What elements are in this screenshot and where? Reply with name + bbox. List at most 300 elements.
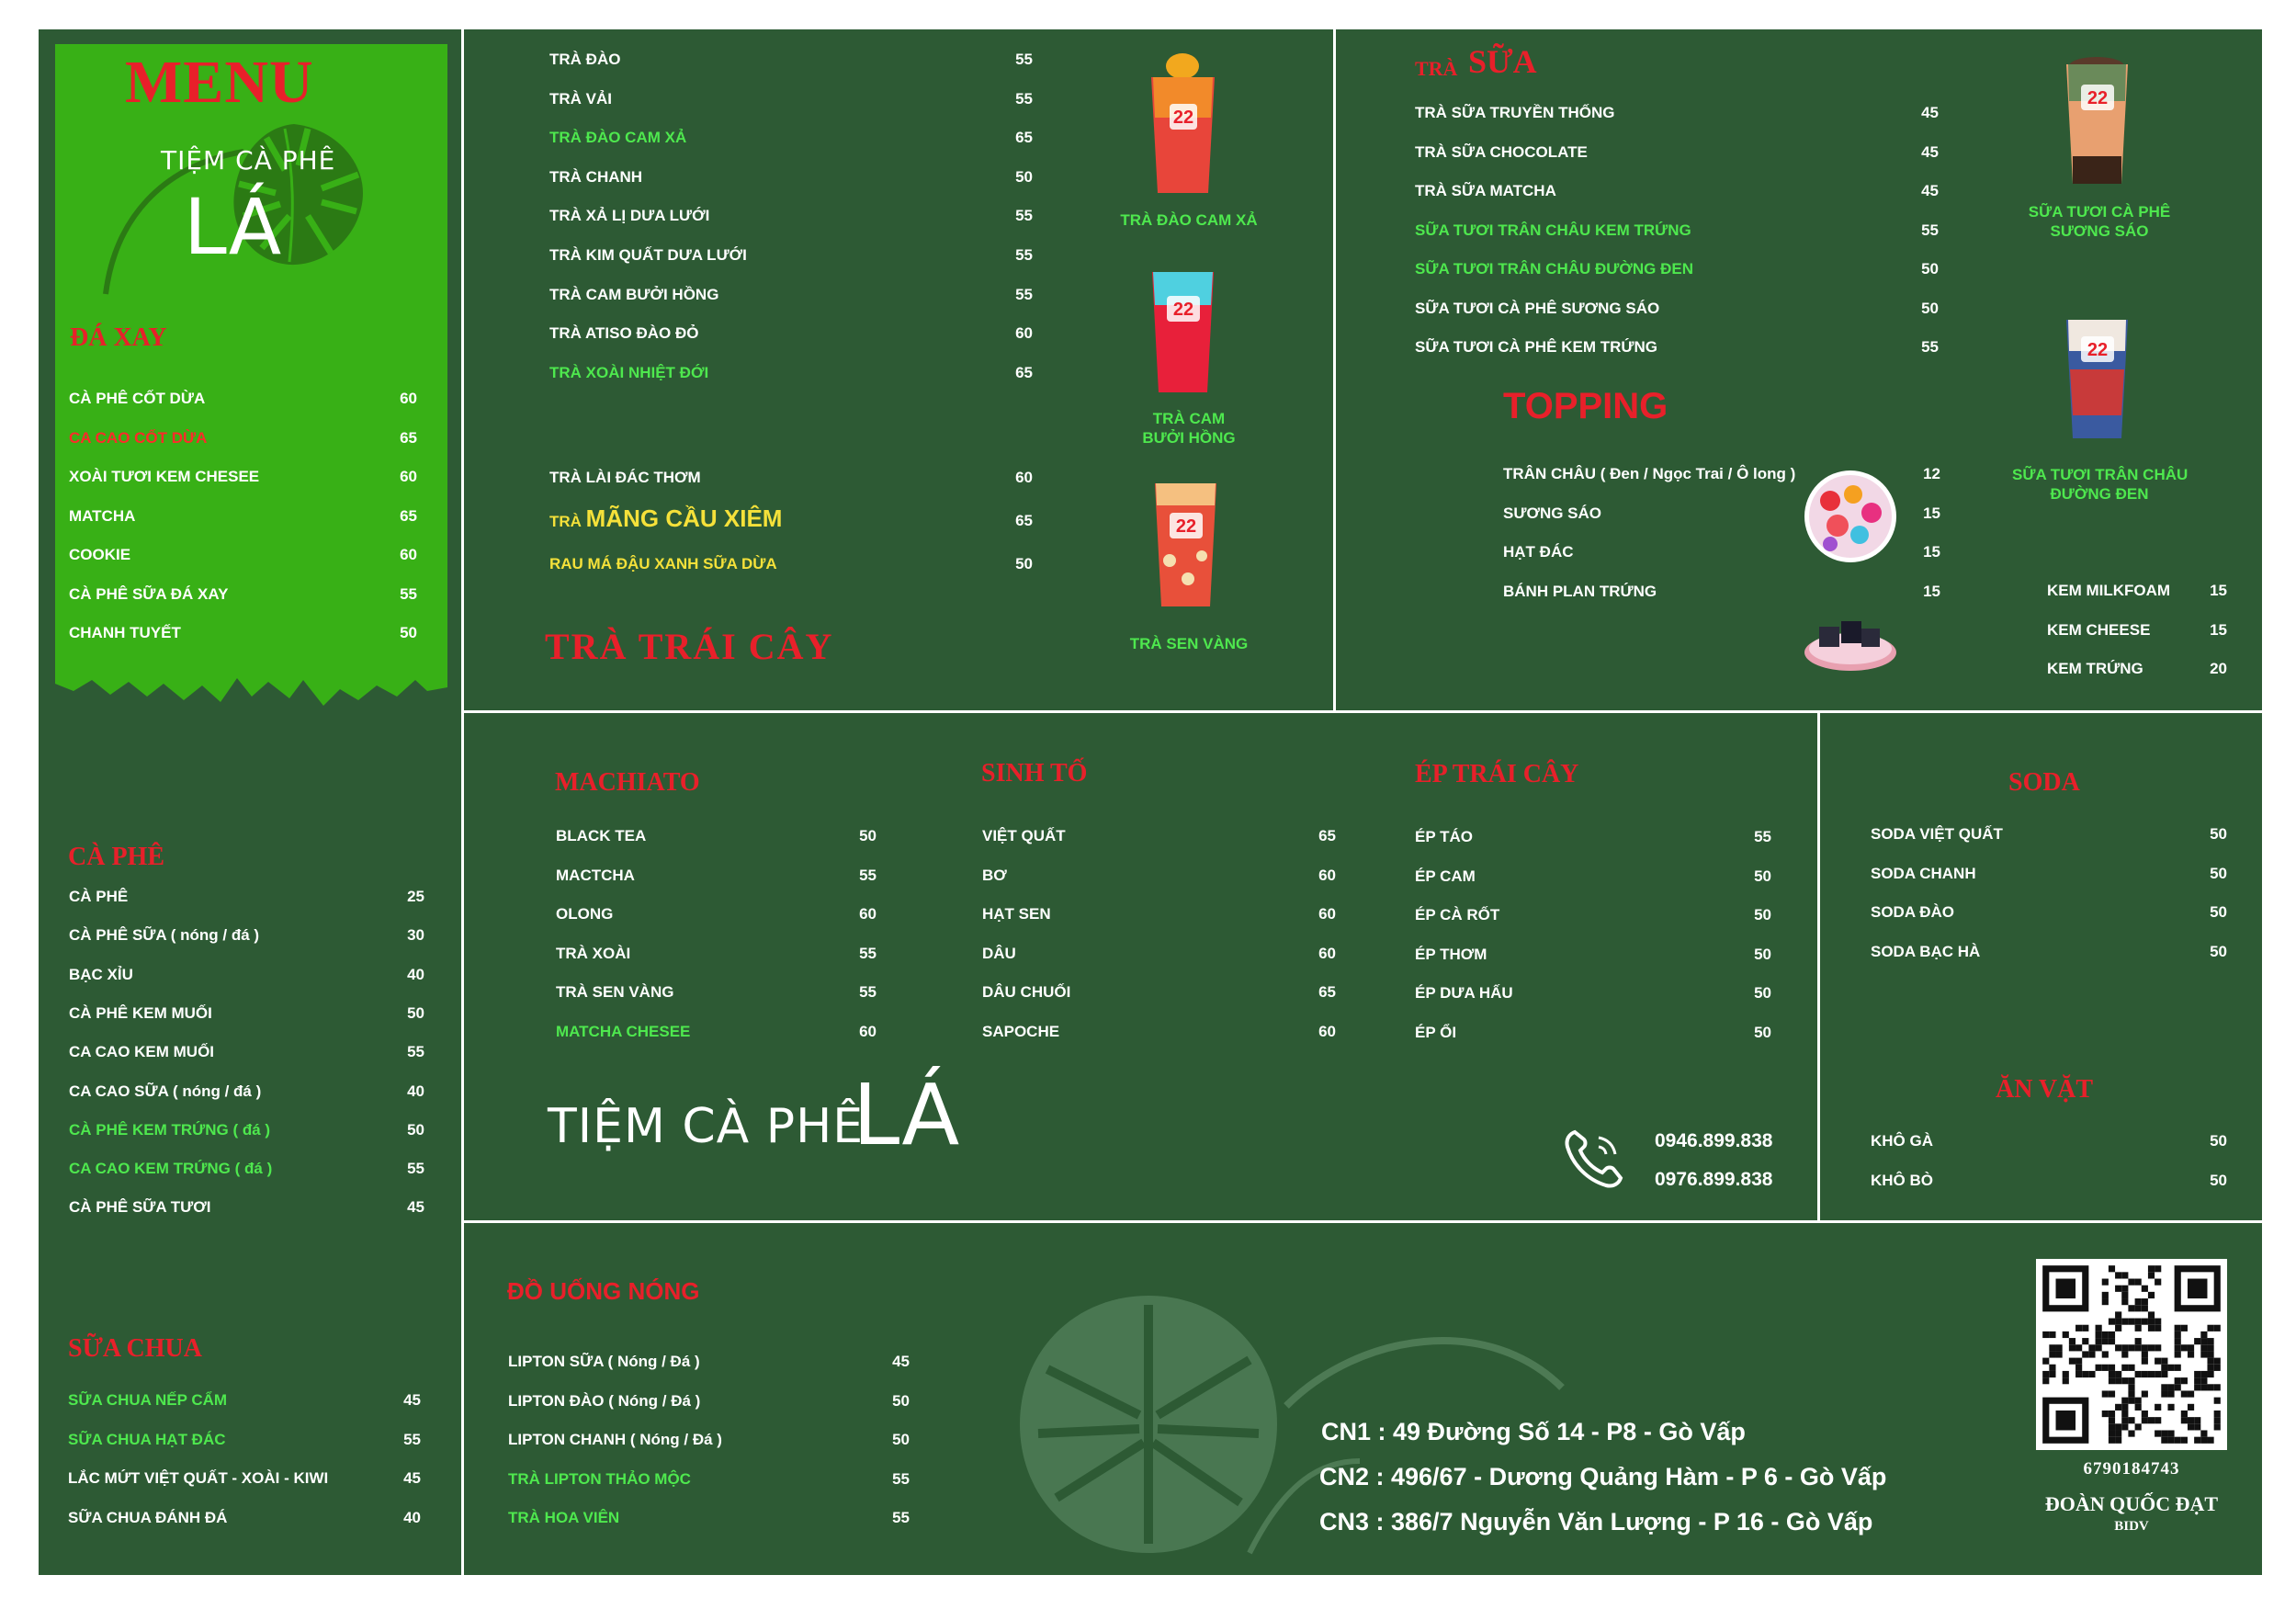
menu-item <box>1415 300 1939 329</box>
menu-item-name: TRÀ VẢI <box>549 89 612 108</box>
menu-item-price: 40 <box>407 965 424 983</box>
qr-module <box>2181 1325 2188 1331</box>
menu-item-price: 60 <box>1015 324 1033 343</box>
qr-module <box>2115 1319 2121 1325</box>
photo-caption: BƯỞI HỒNG <box>1142 429 1236 447</box>
menu-item <box>1871 903 2227 933</box>
qr-finder <box>2056 1411 2076 1431</box>
qr-module <box>2121 1377 2128 1384</box>
qr-module <box>2142 1298 2148 1305</box>
qr-module <box>2214 1358 2221 1365</box>
menu-item <box>556 905 877 935</box>
menu-item-price: 55 <box>859 866 877 884</box>
qr-module <box>2194 1423 2200 1430</box>
branch-3: CN3 : 386/7 Nguyễn Văn Lượng - P 16 - Gò Vấp <box>1319 1508 1873 1535</box>
menu-item-price: 55 <box>892 1509 910 1526</box>
qr-module <box>2109 1319 2115 1325</box>
qr-module <box>2175 1384 2181 1390</box>
menu-item-price: 50 <box>2210 942 2227 960</box>
qr-module <box>2161 1437 2167 1444</box>
photo-caption: ĐƯỜNG ĐEN <box>2050 485 2149 503</box>
menu-item-price: 55 <box>407 1160 424 1178</box>
qr-module <box>2181 1390 2188 1397</box>
qr-module <box>2194 1417 2200 1423</box>
menu-item-name: HẠT SEN <box>982 905 1051 923</box>
qr-module <box>2142 1411 2148 1417</box>
torn-edge <box>55 643 447 744</box>
qr-module <box>2115 1325 2121 1331</box>
menu-item <box>68 1509 421 1538</box>
qr-module <box>2042 1331 2049 1338</box>
qr-code-icon[interactable] <box>2036 1259 2227 1450</box>
menu-item <box>69 1043 424 1072</box>
menu-item-price: 15 <box>1923 582 1940 600</box>
qr-module <box>2207 1365 2213 1371</box>
menu-item-price: 60 <box>400 546 417 563</box>
qr-module <box>2175 1338 2181 1344</box>
qr-module <box>2155 1358 2161 1365</box>
qr-module <box>2109 1430 2115 1436</box>
menu-item <box>556 1023 877 1052</box>
qr-module <box>2155 1279 2161 1286</box>
qr-module <box>2135 1404 2142 1411</box>
qr-module <box>2115 1423 2121 1430</box>
qr-module <box>2128 1390 2134 1397</box>
menu-item-name: DÂU CHUỐI <box>982 983 1071 1001</box>
qr-module <box>2148 1292 2155 1298</box>
qr-module <box>2075 1371 2082 1377</box>
qr-module <box>2200 1331 2207 1338</box>
menu-item <box>549 90 1033 119</box>
cup-number: 22 <box>1175 516 1197 537</box>
qr-module <box>2121 1272 2128 1278</box>
drink-photo-cam-buoi-hong <box>1148 268 1217 397</box>
ca-phe-title: CÀ PHÊ <box>68 843 164 871</box>
menu-title: MENU <box>125 49 314 116</box>
qr-module <box>2200 1437 2207 1444</box>
qr-module <box>2102 1331 2109 1338</box>
qr-module <box>2115 1430 2121 1436</box>
qr-module <box>2214 1384 2221 1390</box>
menu-item-name: CA CAO KEM TRỨNG ( đá ) <box>69 1160 273 1178</box>
qr-module <box>2194 1371 2200 1377</box>
menu-item <box>982 867 1336 896</box>
qr-module <box>2161 1390 2167 1397</box>
menu-item-name: SODA VIỆT QUẤT <box>1871 825 2003 843</box>
qr-module <box>2109 1411 2115 1417</box>
qr-module <box>2056 1344 2063 1351</box>
menu-item-price: 65 <box>1015 363 1033 381</box>
menu-item-prefix: TRÀ <box>549 513 586 530</box>
menu-item <box>508 1353 910 1382</box>
menu-item-name: MACTCHA <box>556 866 635 884</box>
qr-module <box>2049 1351 2055 1357</box>
menu-item-name: DÂU <box>982 944 1016 962</box>
qr-module <box>2148 1417 2155 1423</box>
menu-item-price: 55 <box>1015 246 1033 264</box>
menu-item-name: KHÔ BÒ <box>1871 1171 1933 1189</box>
qr-module <box>2214 1365 2221 1371</box>
qr-module <box>2128 1279 2134 1286</box>
menu-item <box>556 983 877 1013</box>
photo-caption: TRÀ CAM <box>1152 410 1226 427</box>
qr-module <box>2115 1344 2121 1351</box>
menu-item <box>69 507 417 537</box>
menu-item-name: ÉP THƠM <box>1415 945 1487 963</box>
qr-module <box>2200 1371 2207 1377</box>
qr-module <box>2214 1325 2221 1331</box>
menu-item-name: RAU MÁ ĐẬU XANH SỮA DỪA <box>549 555 777 572</box>
menu-item <box>69 585 417 615</box>
menu-item-price: 55 <box>859 944 877 962</box>
menu-item <box>69 468 417 497</box>
menu-item <box>549 246 1033 276</box>
qr-module <box>2075 1325 2082 1331</box>
qr-module <box>2088 1351 2095 1357</box>
qr-module <box>2121 1398 2128 1404</box>
menu-item-price: 55 <box>1754 828 1771 845</box>
menu-item-price: 60 <box>1318 944 1336 962</box>
menu-item-price: 65 <box>400 506 417 525</box>
drink-photo-dao-cam-xa <box>1144 53 1222 200</box>
menu-item-price: 65 <box>1015 129 1033 147</box>
menu-item-name: LẮC MỨT VIỆT QUẤT - XOÀI - KIWI <box>68 1469 329 1487</box>
machiato-title: MACHIATO <box>555 768 700 797</box>
qr-module <box>2142 1390 2148 1397</box>
menu-item <box>1415 828 1771 857</box>
menu-item-name: CÀ PHÊ SỮA ĐÁ XAY <box>69 584 229 603</box>
menu-item <box>549 129 1033 158</box>
qr-module <box>2175 1344 2181 1351</box>
photo-caption: SỮA TƯƠI CÀ PHÊ <box>2028 203 2171 221</box>
menu-item <box>1871 865 2227 894</box>
menu-item-price: 55 <box>400 584 417 603</box>
menu-item-price: 50 <box>2210 1132 2227 1150</box>
divider-bottom-row <box>461 1220 2262 1223</box>
menu-item-name: TRÀ XOÀI <box>556 944 631 962</box>
menu-item-name: SỮA TƯƠI TRÂN CHÂU KEM TRỨNG <box>1415 221 1691 239</box>
menu-item <box>68 1469 421 1499</box>
qr-module <box>2109 1265 2115 1272</box>
menu-item-name: TRÀ LÀI ĐÁC THƠM <box>549 469 701 486</box>
menu-item <box>549 168 1033 198</box>
menu-item <box>982 827 1336 856</box>
menu-item-price: 50 <box>1754 906 1771 923</box>
qr-module <box>2042 1358 2049 1365</box>
qr-module <box>2135 1305 2142 1311</box>
qr-module <box>2194 1384 2200 1390</box>
menu-item <box>1415 906 1771 935</box>
qr-module <box>2109 1377 2115 1384</box>
topping-title: TOPPING <box>1503 386 1668 426</box>
menu-item <box>982 1023 1336 1052</box>
menu-item <box>1415 221 1939 251</box>
footer-shop-name: LÁ <box>853 1066 960 1164</box>
menu-item-name: VIỆT QUẤT <box>982 827 1066 844</box>
qr-module <box>2063 1377 2069 1384</box>
menu-item-name: TRÂN CHÂU ( Đen / Ngọc Trai / Ô long ) <box>1503 465 1796 482</box>
menu-item-name: CÀ PHÊ KEM MUỐI <box>69 1003 212 1022</box>
bank-name: BIDV <box>2114 1519 2149 1534</box>
qr-module <box>2200 1344 2207 1351</box>
ep-trai-cay-title: ÉP TRÁI CÂY <box>1415 760 1579 788</box>
divider-left <box>461 29 464 1575</box>
qr-module <box>2175 1377 2181 1384</box>
qr-module <box>2161 1430 2167 1436</box>
qr-module <box>2200 1430 2207 1436</box>
qr-module <box>2135 1319 2142 1325</box>
menu-item-price: 45 <box>407 1198 424 1217</box>
qr-module <box>2135 1398 2142 1404</box>
menu-item-price: 50 <box>1921 260 1939 278</box>
menu-item-price: 30 <box>407 926 424 945</box>
qr-module <box>2121 1351 2128 1357</box>
qr-module <box>2142 1371 2148 1377</box>
qr-finder <box>2056 1279 2076 1299</box>
account-name: ĐOÀN QUỐC ĐẠT <box>2044 1492 2219 1515</box>
menu-item-price: 50 <box>1754 984 1771 1002</box>
qr-module <box>2128 1365 2134 1371</box>
qr-module <box>2135 1279 2142 1286</box>
menu-item <box>1415 338 1939 368</box>
qr-module <box>2128 1319 2134 1325</box>
menu-item <box>556 827 877 856</box>
qr-module <box>2063 1331 2069 1338</box>
qr-module <box>2175 1325 2181 1331</box>
qr-module <box>2128 1377 2134 1384</box>
menu-item-price: 50 <box>2210 1171 2227 1189</box>
qr-module <box>2063 1371 2069 1377</box>
menu-item <box>549 51 1033 80</box>
menu-item <box>69 888 424 917</box>
qr-module <box>2214 1411 2221 1417</box>
qr-module <box>2128 1398 2134 1404</box>
menu-item-name: CÀ PHÊ SỮA ( nóng / đá ) <box>69 926 260 945</box>
qr-module <box>2175 1365 2181 1371</box>
qr-module <box>2155 1417 2161 1423</box>
qr-module <box>2121 1298 2128 1305</box>
menu-item-price: 50 <box>400 624 417 641</box>
qr-module <box>2161 1384 2167 1390</box>
menu-item-price: 12 <box>1923 465 1940 482</box>
menu-item-name: SƯƠNG SÁO <box>1503 504 1602 522</box>
menu-item <box>1415 143 1939 173</box>
menu-item <box>982 945 1336 974</box>
menu-item-price: 50 <box>1754 1023 1771 1041</box>
qr-module <box>2148 1272 2155 1278</box>
qr-module <box>2135 1371 2142 1377</box>
qr-module <box>2135 1338 2142 1344</box>
qr-module <box>2167 1430 2174 1436</box>
qr-module <box>2200 1384 2207 1390</box>
qr-module <box>2167 1384 2174 1390</box>
qr-module <box>2082 1351 2088 1357</box>
qr-module <box>2194 1377 2200 1384</box>
menu-item <box>556 867 877 896</box>
qr-module <box>2155 1404 2161 1411</box>
menu-item <box>69 1082 424 1112</box>
qr-module <box>2175 1351 2181 1357</box>
menu-item-name: TRÀ HOA VIÊN <box>508 1509 620 1526</box>
qr-module <box>2109 1437 2115 1444</box>
menu-item <box>1415 1024 1771 1053</box>
menu-item-name: SỮA CHUA ĐÁNH ĐÁ <box>68 1508 228 1526</box>
qr-module <box>2155 1430 2161 1436</box>
qr-module <box>2188 1423 2194 1430</box>
qr-module <box>2214 1398 2221 1404</box>
qr-module <box>2121 1319 2128 1325</box>
menu-item-name: MATCHA <box>69 506 136 525</box>
menu-item-name: TRÀ SỮA TRUYỀN THỐNG <box>1415 104 1615 121</box>
menu-item-name: TRÀ CAM BƯỞI HỒNG <box>549 285 719 303</box>
qr-module <box>2188 1351 2194 1357</box>
menu-item-name: SỮA TƯƠI CÀ PHÊ KEM TRỨNG <box>1415 338 1657 356</box>
qr-module <box>2155 1265 2161 1272</box>
menu-item-name: TRÀ LIPTON THẢO MỘC <box>508 1469 691 1488</box>
qr-module <box>2200 1377 2207 1384</box>
qr-module <box>2175 1437 2181 1444</box>
divider-top-row <box>461 710 2262 713</box>
shop-name: LÁ <box>184 182 282 272</box>
menu-item-name: MATCHA CHESEE <box>556 1022 691 1040</box>
drink-photo-ca-phe-suong-sao <box>2063 55 2132 188</box>
qr-module <box>2115 1377 2121 1384</box>
qr-finder <box>2188 1279 2208 1299</box>
qr-module <box>2148 1325 2155 1331</box>
qr-module <box>2188 1344 2194 1351</box>
menu-item <box>68 1391 421 1421</box>
menu-item <box>1415 946 1771 975</box>
menu-item-price: 60 <box>859 1022 877 1040</box>
qr-module <box>2102 1390 2109 1397</box>
qr-module <box>2096 1344 2102 1351</box>
drink-photo-tran-chau-duong-den <box>2063 314 2132 443</box>
menu-item <box>549 555 1033 584</box>
menu-item <box>982 983 1336 1013</box>
menu-item-name: CÀ PHÊ SỮA TƯƠI <box>69 1198 211 1217</box>
shop-line: TIỆM CÀ PHÊ <box>161 145 336 176</box>
menu-item-name: SAPOCHE <box>982 1022 1060 1040</box>
qr-module <box>2148 1311 2155 1318</box>
menu-item-price: 15 <box>1923 504 1940 522</box>
qr-module <box>2142 1305 2148 1311</box>
menu-item-name: BLACK TEA <box>556 827 647 844</box>
qr-module <box>2128 1384 2134 1390</box>
qr-module <box>2148 1265 2155 1272</box>
menu-item <box>69 1160 424 1189</box>
menu-item-price: 55 <box>1015 51 1033 68</box>
menu-item <box>508 1509 910 1538</box>
qr-module <box>2181 1344 2188 1351</box>
qr-module <box>2102 1351 2109 1357</box>
qr-module <box>2121 1344 2128 1351</box>
qr-module <box>2194 1437 2200 1444</box>
menu-item-name: TRÀ SỮA CHOCOLATE <box>1415 142 1588 161</box>
qr-module <box>2207 1325 2213 1331</box>
qr-module <box>2096 1365 2102 1371</box>
qr-module <box>2115 1404 2121 1411</box>
qr-module <box>2128 1430 2134 1436</box>
menu-item-price: 60 <box>400 390 417 407</box>
drink-photo-sen-vang <box>1151 478 1220 611</box>
menu-item-name: TRÀ ĐÀO CAM XẢ <box>549 129 687 147</box>
menu-item <box>1415 984 1771 1014</box>
menu-item-price: 45 <box>403 1391 421 1409</box>
menu-item-price: 50 <box>892 1391 910 1410</box>
qr-module <box>2096 1338 2102 1344</box>
cup-number: 22 <box>2087 88 2109 108</box>
qr-module <box>2121 1365 2128 1371</box>
menu-item-name: SODA ĐÀO <box>1871 903 1954 921</box>
qr-module <box>2135 1423 2142 1430</box>
menu-item-price: 50 <box>1015 555 1033 572</box>
qr-module <box>2207 1437 2213 1444</box>
menu-item-name: COOKIE <box>69 546 131 563</box>
qr-module <box>2109 1417 2115 1423</box>
qr-module <box>2181 1417 2188 1423</box>
branch-2: CN2 : 496/67 - Dương Quảng Hàm - P 6 - Gò Vấp <box>1319 1463 1887 1490</box>
menu-item-name-big: MÃNG CẦU XIÊM <box>585 504 783 532</box>
qr-module <box>2049 1344 2055 1351</box>
menu-item-name: CÀ PHÊ KEM TRỨNG ( đá ) <box>69 1120 271 1139</box>
qr-module <box>2056 1351 2063 1357</box>
menu-item-name: BẠC XỈU <box>69 965 133 983</box>
qr-module <box>2167 1365 2174 1371</box>
qr-module <box>2200 1338 2207 1344</box>
menu-item <box>556 945 877 974</box>
menu-item-price: 40 <box>403 1508 421 1526</box>
menu-item <box>2047 621 2227 651</box>
menu-item <box>1871 1172 2227 1201</box>
menu-item-price: 50 <box>1754 945 1771 963</box>
menu-item-name: LIPTON CHANH ( Nóng / Đá ) <box>508 1431 722 1448</box>
an-vat-title: ĂN VẶT <box>1996 1075 2094 1104</box>
menu-item-price: 50 <box>407 1003 424 1022</box>
qr-module <box>2102 1365 2109 1371</box>
phone-number-1[interactable]: 0946.899.838 <box>1655 1130 1773 1151</box>
menu-item <box>1871 1132 2227 1161</box>
qr-module <box>2161 1358 2167 1365</box>
menu-item <box>69 624 417 653</box>
qr-module <box>2148 1371 2155 1377</box>
menu-item-price: 15 <box>2210 582 2227 599</box>
menu-item <box>1871 943 2227 972</box>
topping-grass-jelly-icon <box>1803 614 1899 674</box>
qr-module <box>2188 1404 2194 1411</box>
topping-jelly-icon <box>1803 469 1899 565</box>
qr-module <box>2075 1358 2082 1365</box>
menu-item <box>1415 182 1939 211</box>
qr-module <box>2049 1331 2055 1338</box>
qr-module <box>2181 1437 2188 1444</box>
qr-module <box>2082 1325 2088 1331</box>
menu-item-price: 50 <box>2210 903 2227 921</box>
qr-module <box>2181 1377 2188 1384</box>
menu-item <box>1415 104 1939 133</box>
qr-module <box>2109 1390 2115 1397</box>
menu-item-price: 50 <box>1015 167 1033 186</box>
menu-item-name: SODA CHANH <box>1871 864 1976 882</box>
menu-item-name: KHÔ GÀ <box>1871 1132 1933 1150</box>
menu-item-name: KEM CHEESE <box>2047 620 2151 639</box>
menu-item <box>982 905 1336 935</box>
phone-number-2[interactable]: 0976.899.838 <box>1655 1169 1773 1190</box>
qr-module <box>2075 1365 2082 1371</box>
qr-module <box>2135 1344 2142 1351</box>
menu-item-price: 55 <box>892 1469 910 1488</box>
menu-item <box>68 1431 421 1460</box>
qr-module <box>2142 1358 2148 1365</box>
